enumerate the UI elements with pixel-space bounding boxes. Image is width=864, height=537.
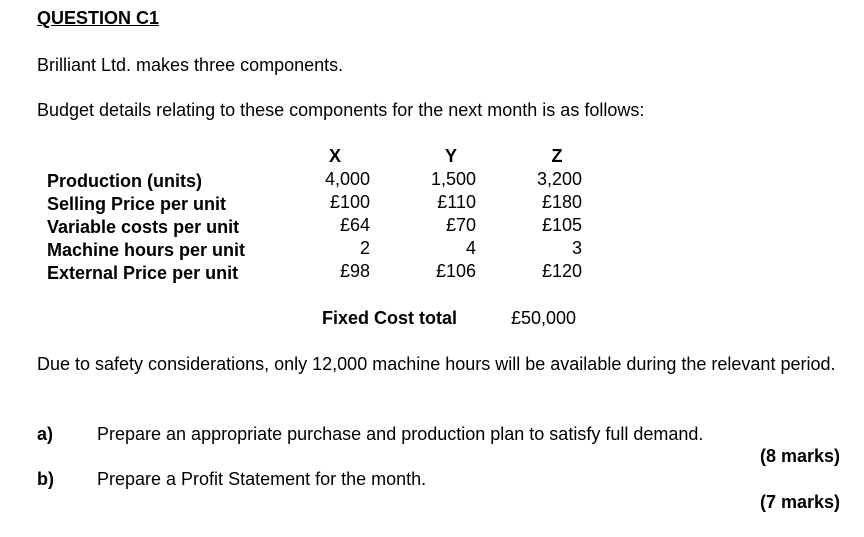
fixed-cost-value: £50,000 — [511, 308, 577, 328]
row-label-production: Production (units) — [47, 171, 202, 191]
cell-x-production: 4,000 — [324, 169, 370, 189]
budget-intro-paragraph: Budget details relating to these components for the next month is as follows: — [37, 100, 645, 120]
cell-z-variable-costs: £105 — [541, 215, 582, 235]
column-y — [406, 145, 476, 283]
row-label-external-price: External Price per unit — [47, 263, 239, 283]
cell-z-machine-hours: 3 — [571, 238, 582, 258]
cell-x-machine-hours: 2 — [359, 238, 370, 258]
row-label-variable-costs: Variable costs per unit — [47, 217, 240, 237]
row-labels — [47, 170, 245, 285]
cell-x-variable-costs: £64 — [339, 215, 370, 235]
column-x — [300, 145, 370, 283]
cell-z-selling-price: £180 — [541, 192, 582, 212]
question-title: QUESTION C1 — [37, 8, 160, 28]
column-header-z: Z — [551, 146, 563, 166]
question-a-letter: a) — [37, 424, 54, 444]
question-a-text: Prepare an appropriate purchase and production plan to satisfy full demand. — [97, 424, 704, 444]
column-header-y: Y — [444, 146, 457, 166]
cell-y-machine-hours: 4 — [465, 238, 476, 258]
row-label-selling-price: Selling Price per unit — [47, 194, 227, 214]
column-header-x: X — [328, 146, 341, 166]
row-label-machine-hours: Machine hours per unit — [47, 240, 246, 260]
cell-y-production: 1,500 — [430, 169, 476, 189]
cell-y-selling-price: £110 — [437, 192, 476, 212]
question-b-text: Prepare a Profit Statement for the month. — [97, 469, 427, 489]
cell-z-external-price: £120 — [541, 261, 582, 281]
cell-y-external-price: £106 — [435, 261, 476, 281]
question-b-marks: (7 marks) — [759, 492, 840, 512]
column-z — [512, 145, 582, 283]
cell-z-production: 3,200 — [536, 169, 582, 189]
fixed-cost-label: Fixed Cost total — [322, 308, 458, 328]
intro-paragraph: Brilliant Ltd. makes three components. — [37, 55, 344, 75]
question-a-marks: (8 marks) — [759, 446, 840, 466]
cell-x-external-price: £98 — [339, 261, 370, 281]
question-b-letter: b) — [37, 469, 54, 489]
cell-y-variable-costs: £70 — [445, 215, 476, 235]
cell-x-selling-price: £100 — [329, 192, 370, 212]
constraint-paragraph: Due to safety considerations, only 12,000 machine hours will be available during the relevant period. — [37, 354, 836, 374]
